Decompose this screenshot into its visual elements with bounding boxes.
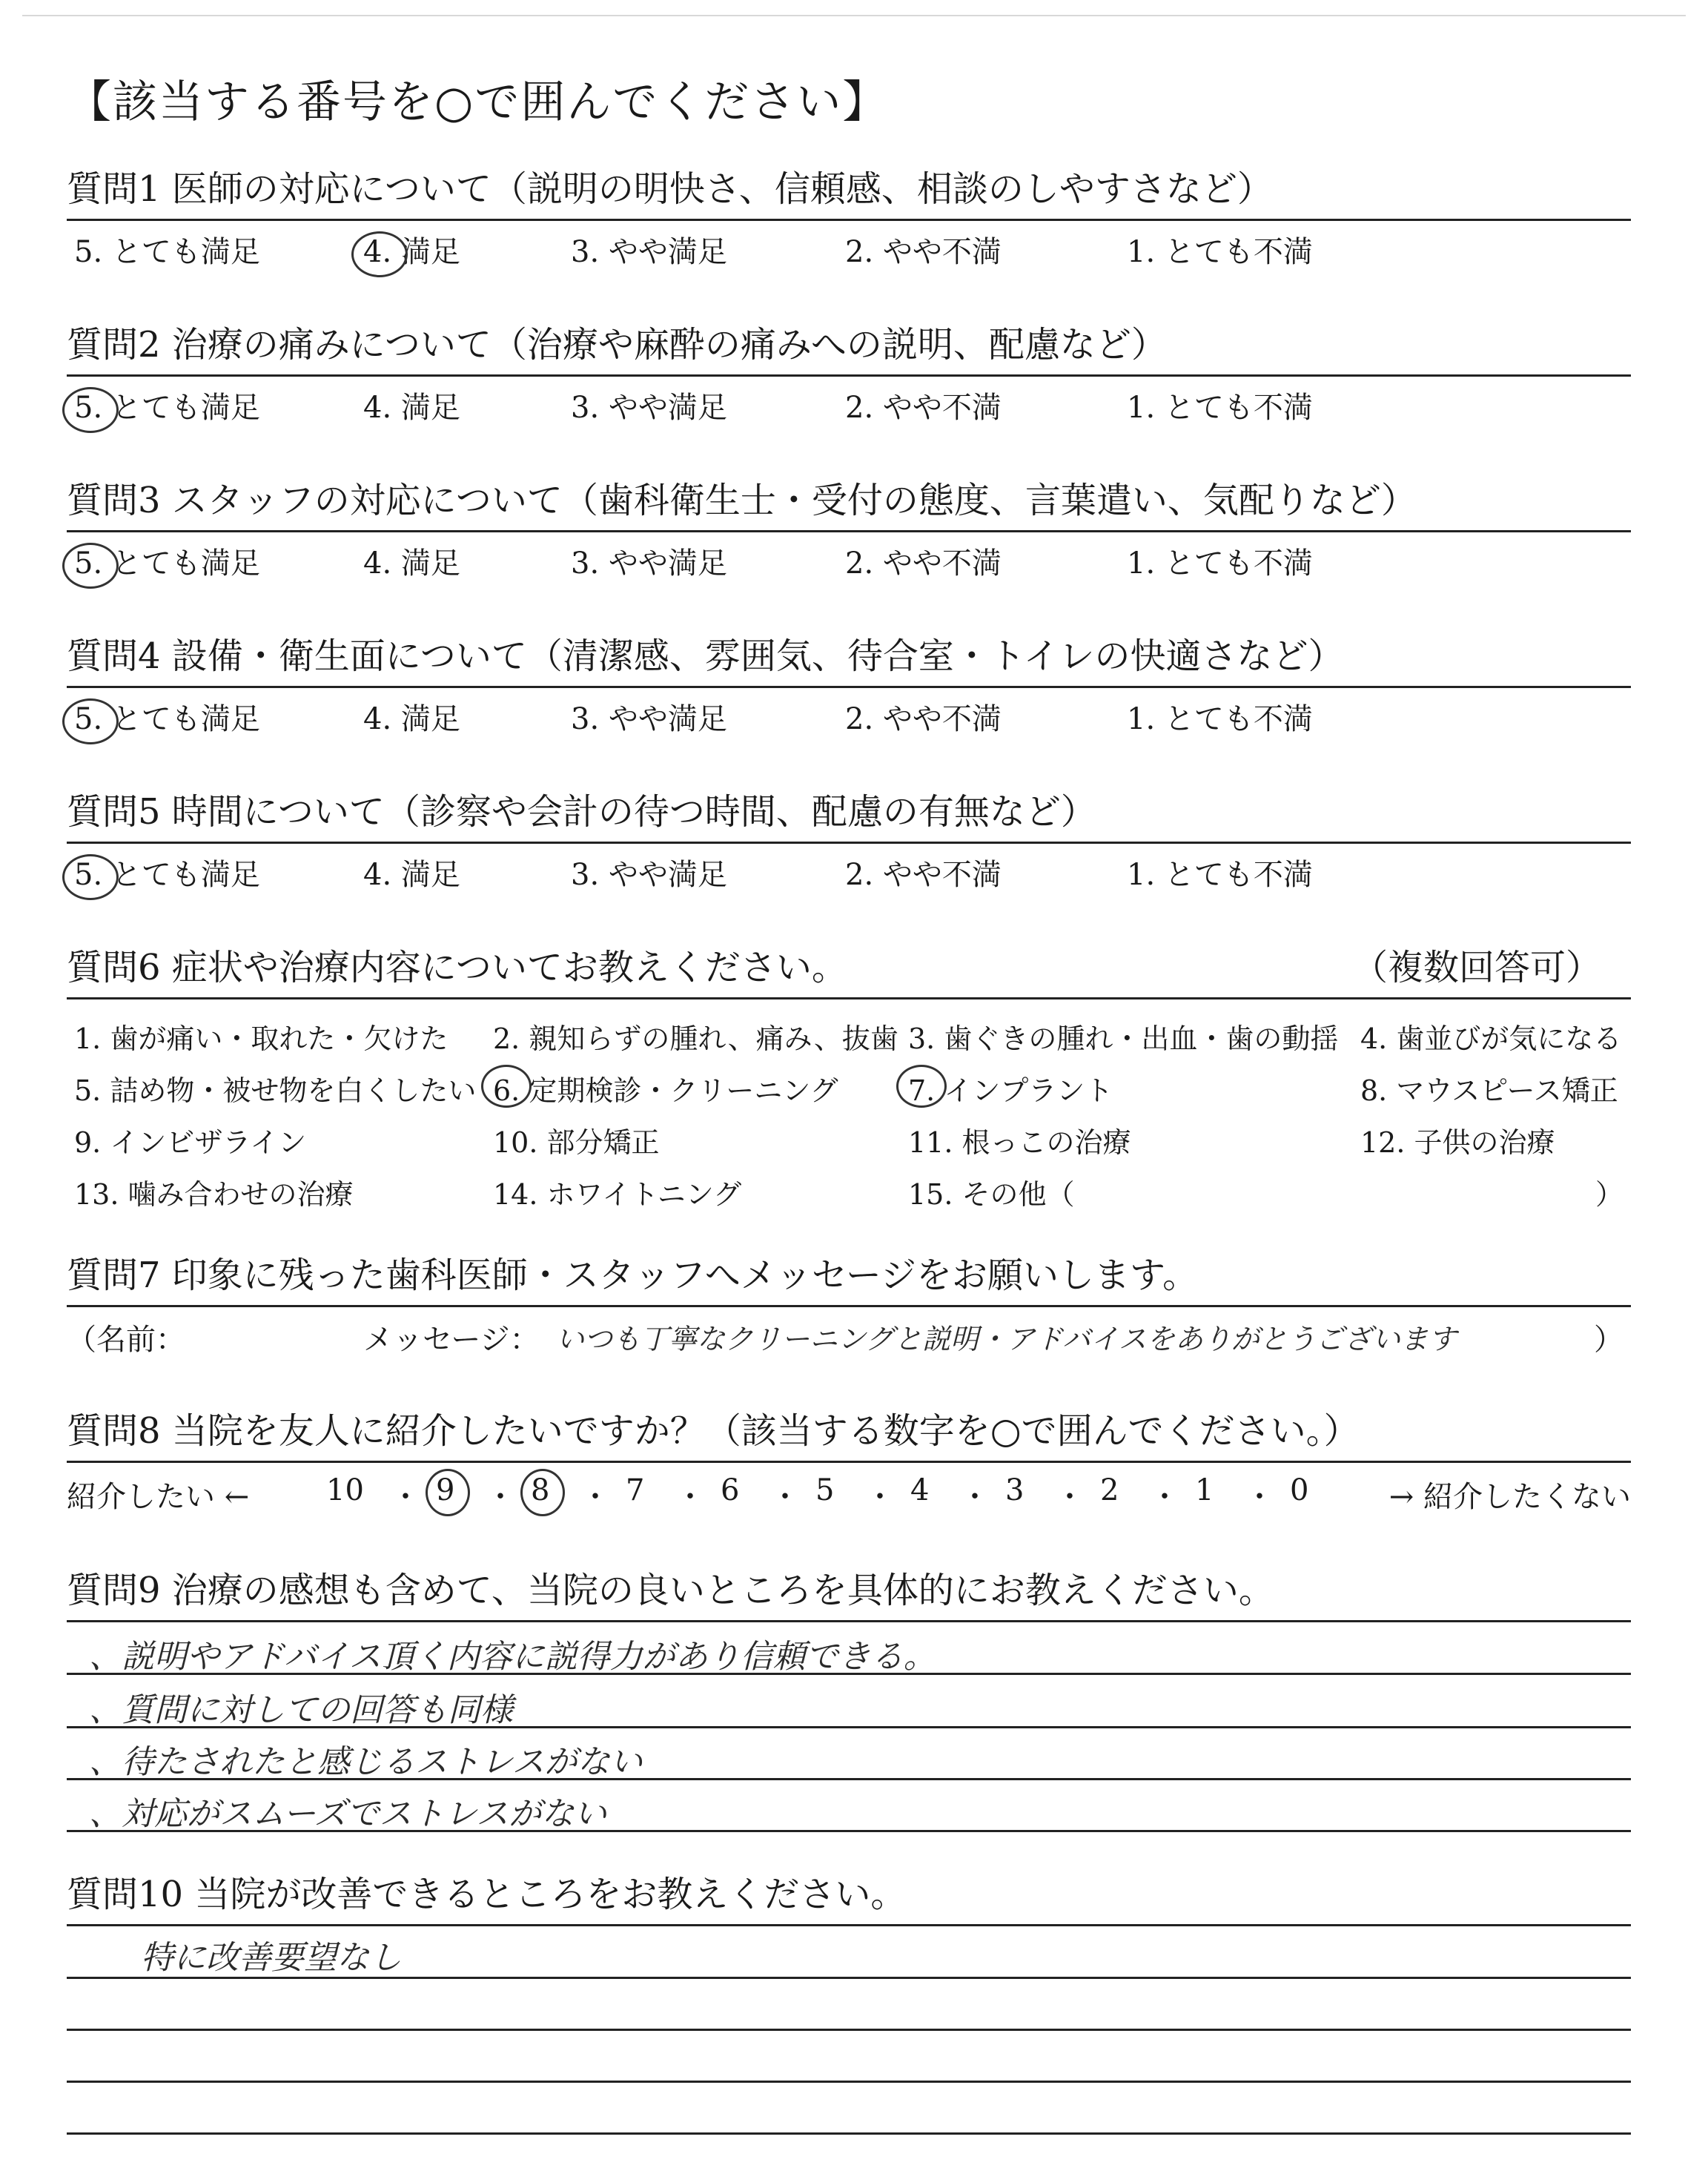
question-label: 質問9 治療の感想も含めて、当院の良いところを具体的にお教えください。: [67, 1570, 1274, 1611]
message-close-paren: ）: [1594, 1323, 1623, 1357]
option-3[interactable]: 3. やや満足: [571, 235, 727, 269]
question-9: [67, 1561, 1631, 1845]
option-2[interactable]: 2. やや不満: [845, 702, 1002, 736]
option-3[interactable]: 3. やや満足: [571, 391, 727, 425]
q6-option-7[interactable]: 7. インプラント: [908, 1068, 1113, 1108]
scale-dot: ・: [486, 1480, 515, 1514]
q6-option-6[interactable]: 6. 定期検診・クリーニング: [493, 1068, 838, 1108]
option-5[interactable]: 5. とても満足: [74, 235, 260, 269]
ruled-line: [67, 1977, 1631, 1979]
selection-circle: [62, 543, 119, 589]
q6-option-14[interactable]: 14. ホワイトニング: [493, 1178, 742, 1211]
question-label: 質問5 時間について（診察や会計の待つ時間、配慮の有無など）: [67, 791, 1096, 833]
option-4[interactable]: 4. 満足: [363, 702, 460, 736]
q6-option-3[interactable]: 3. 歯ぐきの腫れ・出血・歯の動揺: [908, 1022, 1339, 1055]
scale-dot: ・: [675, 1480, 705, 1514]
option-4[interactable]: 4. 満足: [363, 391, 460, 425]
ruled-line: [67, 1830, 1631, 1832]
ruled-line: [67, 1673, 1631, 1675]
scale-8[interactable]: 8: [531, 1473, 549, 1507]
scale-dot: ・: [1150, 1480, 1179, 1514]
option-2[interactable]: 2. やや不満: [845, 391, 1002, 425]
option-5[interactable]: 5. とても満足: [74, 384, 260, 426]
name-label: （名前：: [67, 1323, 185, 1357]
top-border: [22, 15, 1686, 16]
question-10: [67, 1865, 1631, 2171]
selection-circle: [896, 1065, 947, 1108]
question-label: 質問4 設備・衛生面について（清潔感、雰囲気、待合室・トイレの快適さなど）: [67, 635, 1344, 677]
question-5: [67, 782, 1631, 892]
question-1: [67, 159, 1631, 269]
ruled-line: [67, 1778, 1631, 1780]
question-label: 質問10 当院が改善できるところをお教えください。: [67, 1874, 907, 1915]
option-4[interactable]: 4. 満足: [363, 546, 460, 581]
answer-line-1: 特に改善要望なし: [141, 1939, 402, 1977]
scale-6[interactable]: 6: [721, 1473, 740, 1507]
scale-0[interactable]: 0: [1290, 1473, 1309, 1507]
ruled-line: [67, 2029, 1631, 2031]
option-5[interactable]: 5. とても満足: [74, 851, 260, 893]
q6-option-15[interactable]: 15. その他（: [908, 1178, 1075, 1211]
option-4[interactable]: 4. 満足: [363, 228, 460, 271]
option-1[interactable]: 1. とても不満: [1127, 546, 1313, 581]
option-1[interactable]: 1. とても不満: [1127, 702, 1313, 736]
selection-circle: [426, 1469, 470, 1516]
question-3: [67, 471, 1631, 581]
scale-4[interactable]: 4: [910, 1473, 930, 1507]
question-8: [67, 1401, 1631, 1515]
question-label: 質問8 当院を友人に紹介したいですか？（該当する数字を○で囲んでください。）: [67, 1410, 1360, 1452]
ruled-line: [67, 1726, 1631, 1728]
question-label: 質問2 治療の痛みについて（治療や麻酔の痛みへの説明、配慮など）: [67, 324, 1167, 366]
q6-option-5[interactable]: 5. 詰め物・被せ物を白くしたい: [74, 1074, 477, 1107]
selection-circle: [351, 231, 408, 277]
question-2: [67, 315, 1631, 425]
option-2[interactable]: 2. やや不満: [845, 235, 1002, 269]
question-label: 質問3 スタッフの対応について（歯科衛生士・受付の態度、言葉遣い、気配りなど）: [67, 480, 1417, 521]
q6-option-8[interactable]: 8. マウスピース矯正: [1360, 1074, 1618, 1107]
message-text[interactable]: いつも丁寧なクリーニングと説明・アドバイスをありがとうございます: [556, 1323, 1457, 1355]
multiple-answers-note: （複数回答可）: [1351, 947, 1601, 988]
other-close-paren: ）: [1595, 1178, 1623, 1211]
option-4[interactable]: 4. 満足: [363, 858, 460, 892]
q6-option-13[interactable]: 13. 噛み合わせの治療: [74, 1178, 354, 1211]
scale-left-label: 紹介したい ←: [67, 1480, 250, 1514]
scale-dot: ・: [960, 1480, 990, 1514]
selection-circle: [520, 1469, 565, 1516]
scale-9[interactable]: 9: [436, 1473, 454, 1507]
option-3[interactable]: 3. やや満足: [571, 702, 727, 736]
page-header: 【該当する番号を○で囲んでください】: [67, 76, 889, 128]
question-4: [67, 627, 1631, 736]
option-5[interactable]: 5. とても満足: [74, 540, 260, 582]
q10-answer-area[interactable]: [67, 1926, 1631, 2171]
option-3[interactable]: 3. やや満足: [571, 546, 727, 581]
scale-10[interactable]: 10: [326, 1473, 364, 1507]
answer-line-1: 、説明やアドバイス頂く内容に説得力があり信頼できる。: [89, 1638, 936, 1676]
option-1[interactable]: 1. とても不満: [1127, 858, 1313, 892]
q6-option-4[interactable]: 4. 歯並びが気になる: [1360, 1022, 1622, 1055]
q6-option-9[interactable]: 9. インビザライン: [74, 1126, 307, 1159]
q6-option-2[interactable]: 2. 親知らずの腫れ、痛み、抜歯: [493, 1022, 898, 1055]
scale-dot: ・: [1055, 1480, 1085, 1514]
question-6: [67, 938, 1631, 1215]
question-label: 質問7 印象に残った歯科医師・スタッフへメッセージをお願いします。: [67, 1255, 1199, 1296]
question-label: 質問6 症状や治療内容についてお教えください。: [67, 947, 847, 988]
option-3[interactable]: 3. やや満足: [571, 858, 727, 892]
scale-dot: ・: [865, 1480, 895, 1514]
scale-dot: ・: [580, 1480, 610, 1514]
q9-answer-area[interactable]: [67, 1622, 1631, 1845]
scale-right-label: → 紹介したくない: [1388, 1480, 1631, 1514]
answer-line-3: 、待たされたと感じるストレスがない: [89, 1743, 643, 1781]
scale-dot: ・: [1245, 1480, 1274, 1514]
scale-2[interactable]: 2: [1100, 1473, 1119, 1507]
selection-circle: [62, 854, 119, 900]
scale-dot: ・: [391, 1480, 420, 1514]
q6-option-1[interactable]: 1. 歯が痛い・取れた・欠けた: [74, 1022, 448, 1055]
selection-circle: [481, 1065, 532, 1108]
q6-option-11[interactable]: 11. 根っこの治療: [908, 1126, 1131, 1159]
q6-option-10[interactable]: 10. 部分矯正: [493, 1126, 660, 1159]
option-2[interactable]: 2. やや不満: [845, 858, 1002, 892]
scale-7[interactable]: 7: [626, 1473, 645, 1507]
option-1[interactable]: 1. とても不満: [1127, 235, 1313, 269]
selection-circle: [62, 387, 119, 433]
question-label: 質問1 医師の対応について（説明の明快さ、信頼感、相談のしやすさなど）: [67, 168, 1273, 210]
ruled-line: [67, 2081, 1631, 2083]
question-7: [67, 1246, 1631, 1359]
option-2[interactable]: 2. やや不満: [845, 546, 1002, 581]
selection-circle: [62, 698, 119, 744]
ruled-line: [67, 2132, 1631, 2135]
option-1[interactable]: 1. とても不満: [1127, 391, 1313, 425]
scale-dot: ・: [770, 1480, 800, 1514]
scale-1[interactable]: 1: [1195, 1473, 1214, 1507]
option-5[interactable]: 5. とても満足: [74, 695, 260, 738]
message-label: メッセージ：: [363, 1323, 540, 1357]
q6-option-12[interactable]: 12. 子供の治療: [1360, 1126, 1555, 1159]
scale-5[interactable]: 5: [815, 1473, 835, 1507]
scale-3[interactable]: 3: [1005, 1473, 1025, 1507]
answer-line-2: 、質問に対しての回答も同様: [89, 1691, 513, 1729]
answer-line-4: 、対応がスムーズでストレスがない: [89, 1795, 607, 1833]
